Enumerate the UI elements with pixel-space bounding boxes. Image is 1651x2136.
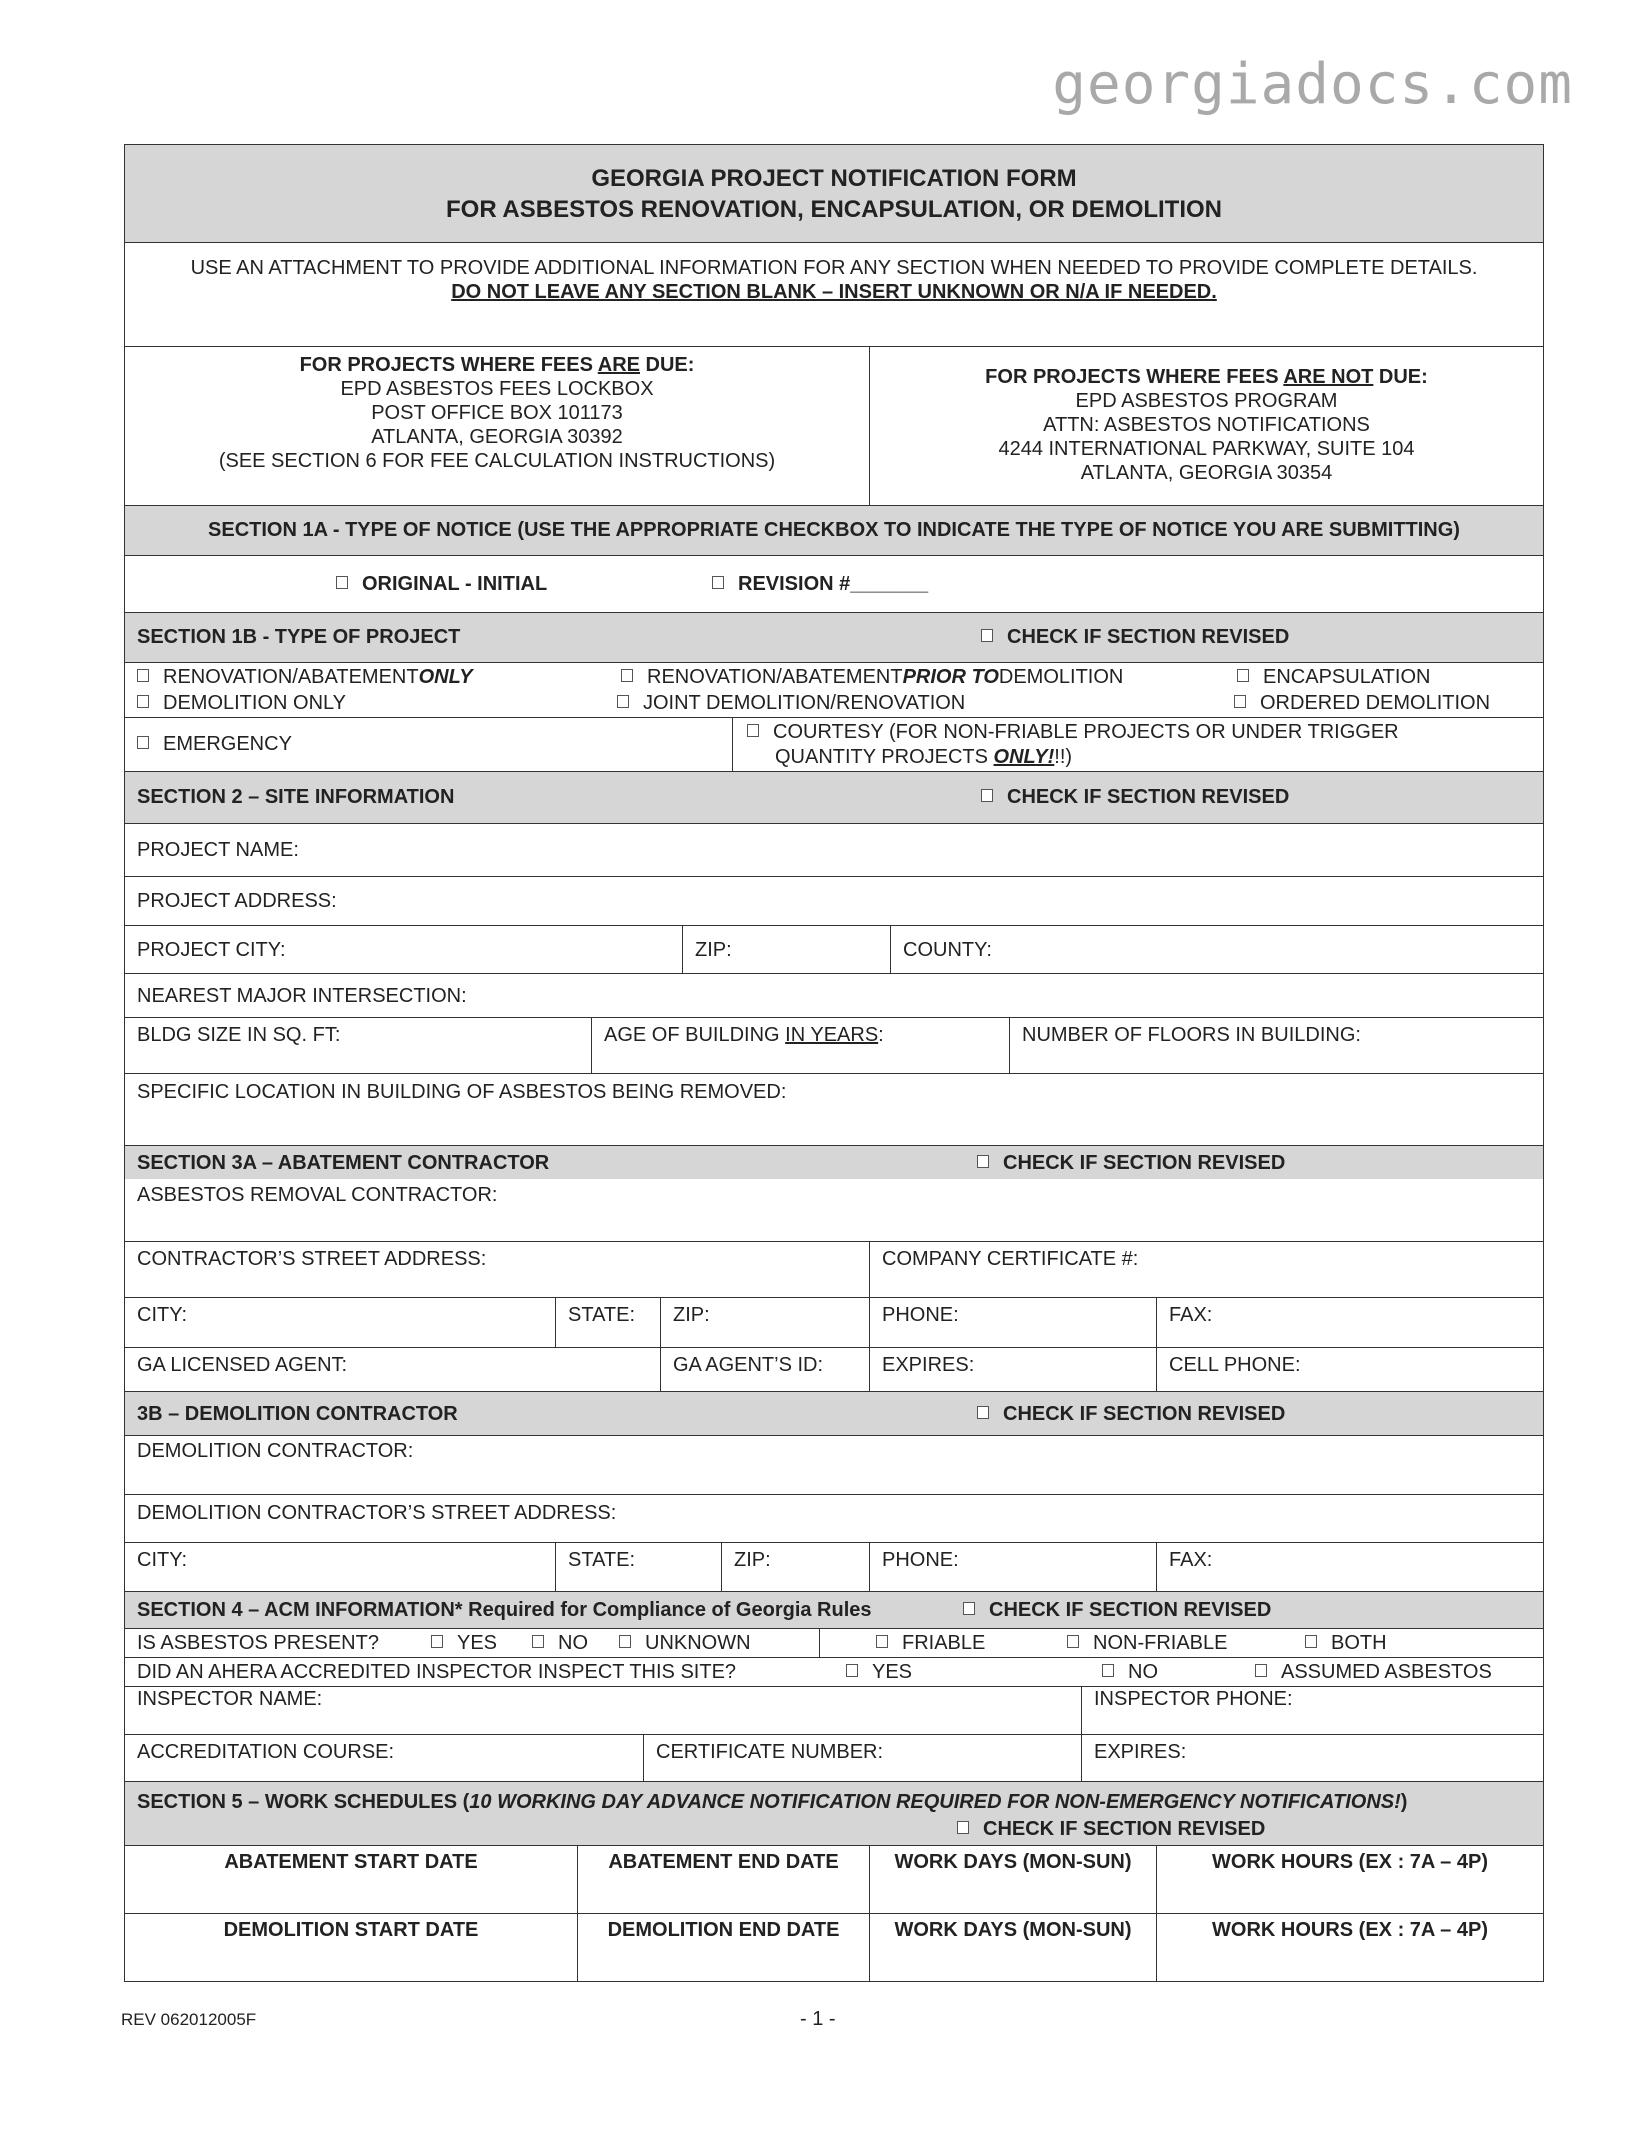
present-yes-option[interactable] [431, 1631, 497, 1655]
form-title-line1: GEORGIA PROJECT NOTIFICATION FORM [591, 165, 1077, 192]
both-checkbox[interactable] [1305, 1635, 1317, 1648]
demolition-street-label: DEMOLITION CONTRACTOR’S STREET ADDRESS: [137, 1502, 617, 1524]
ahera-yes-checkbox[interactable] [846, 1664, 858, 1677]
project-type-options-2 [125, 717, 1543, 771]
section-5-heading-emphasis: 10 WORKING DAY ADVANCE NOTIFICATION REQUIRED FOR NON-EMERGENCY NOTIFICATIONS! [469, 1791, 1401, 1813]
emergency-option[interactable] [137, 732, 292, 756]
abatement-zip-label: ZIP: [673, 1304, 710, 1326]
fees-not-due-heading-underlined: ARE NOT [1283, 366, 1374, 388]
joint-label: JOINT DEMOLITION/RENOVATION [643, 692, 966, 714]
abatement-end-field[interactable] [577, 1846, 869, 1913]
instructions [125, 242, 1543, 346]
project-zip-field[interactable] [682, 926, 890, 973]
building-age-label-end: : [878, 1024, 884, 1046]
ga-agent-field[interactable] [125, 1348, 660, 1391]
form-title-line2: FOR ASBESTOS RENOVATION, ENCAPSULATION, OR DEMOLITION [445, 196, 1223, 223]
abatement-start-field[interactable] [125, 1846, 577, 1913]
original-initial-label: ORIGINAL - INITIAL [362, 573, 548, 595]
abatement-work-hours-label: WORK HOURS (EX : 7A – 4P) [1212, 1851, 1488, 1873]
project-address-field[interactable] [125, 877, 1543, 925]
demo-only-option[interactable] [137, 691, 346, 715]
original-initial-option[interactable] [336, 572, 547, 596]
ga-agent-id-field[interactable] [660, 1348, 869, 1391]
asbestos-present-row [125, 1628, 1543, 1657]
nonfriable-option[interactable] [1067, 1631, 1227, 1655]
reno-only-label: RENOVATION/ABATEMENT [163, 666, 419, 688]
section-3b-revised-checkbox[interactable] [977, 1406, 989, 1419]
section-2-revised-checkbox[interactable] [981, 789, 993, 802]
revision-option[interactable] [712, 572, 928, 596]
demolition-fax-label: FAX: [1169, 1549, 1213, 1571]
section-4-header [125, 1591, 1543, 1628]
abatement-city-row [125, 1297, 1543, 1347]
project-name-row [125, 823, 1543, 876]
reno-prior-demo-checkbox[interactable] [621, 669, 633, 682]
fees-due-line2: POST OFFICE BOX 101173 [371, 402, 623, 424]
project-city-row [125, 925, 1543, 973]
project-address-row [125, 876, 1543, 925]
floors-field[interactable] [1009, 1018, 1543, 1073]
agent-expires-label: EXPIRES: [882, 1354, 975, 1376]
contractor-street-label: CONTRACTOR’S STREET ADDRESS: [137, 1248, 487, 1270]
courtesy-label: COURTESY (FOR NON-FRIABLE PROJECTS OR UNDER TRIGGER [773, 721, 1399, 743]
reno-prior-demo-emphasis: PRIOR TO [902, 666, 999, 688]
joint-checkbox[interactable] [617, 695, 629, 708]
section-5-revised-checkbox[interactable] [957, 1821, 969, 1834]
abatement-state-field[interactable] [555, 1298, 660, 1347]
present-no-checkbox[interactable] [532, 1635, 544, 1648]
watermark: georgiadocs.com [1052, 52, 1573, 117]
reno-only-checkbox[interactable] [137, 669, 149, 682]
demo-only-checkbox[interactable] [137, 695, 149, 708]
asbestos-present-question: IS ASBESTOS PRESENT? [137, 1632, 379, 1654]
company-cert-field[interactable] [869, 1242, 1543, 1297]
assumed-asbestos-label: ASSUMED ASBESTOS [1281, 1661, 1492, 1683]
reno-prior-demo-label-end: DEMOLITION [998, 666, 1124, 688]
abatement-work-days-field[interactable] [869, 1846, 1156, 1913]
ahera-row [125, 1657, 1543, 1686]
project-county-field[interactable] [890, 926, 1543, 973]
fees-due-heading-end: DUE: [639, 354, 695, 376]
ahera-no-option[interactable] [1102, 1660, 1158, 1684]
fees-not-due-heading: FOR PROJECTS WHERE FEES [985, 366, 1284, 388]
demolition-zip-label: ZIP: [734, 1549, 771, 1571]
section-5-revised-label: CHECK IF SECTION REVISED [983, 1818, 1266, 1840]
demolition-work-days-field[interactable] [869, 1914, 1156, 1981]
revision-checkbox[interactable] [712, 576, 724, 589]
fees-due-line3: ATLANTA, GEORGIA 30392 [371, 426, 623, 448]
demolition-state-label: STATE: [568, 1549, 636, 1571]
joint-option[interactable] [617, 691, 965, 715]
project-county-label: COUNTY: [903, 939, 992, 961]
demolition-phone-field[interactable] [869, 1543, 1156, 1591]
asbestos-location-field[interactable] [125, 1074, 1543, 1145]
abatement-fax-field[interactable] [1156, 1298, 1543, 1347]
demolition-phone-label: PHONE: [882, 1549, 959, 1571]
encapsulation-option[interactable] [1237, 665, 1430, 689]
section-1b-revised[interactable] [981, 625, 1289, 649]
fees-not-due-line3: 4244 INTERNATIONAL PARKWAY, SUITE 104 [998, 438, 1415, 460]
demolition-state-field[interactable] [555, 1543, 721, 1591]
demolition-city-field[interactable] [125, 1543, 555, 1591]
present-unknown-option[interactable] [619, 1631, 751, 1655]
demolition-zip-field[interactable] [721, 1543, 869, 1591]
fees-not-due-address [869, 347, 1543, 505]
section-1b-heading: SECTION 1B - TYPE OF PROJECT [137, 626, 461, 648]
section-3a-heading: SECTION 3A – ABATEMENT CONTRACTOR [137, 1152, 550, 1174]
ahera-yes-option[interactable] [846, 1660, 912, 1684]
agent-expires-field[interactable] [869, 1348, 1156, 1391]
courtesy-emphasis: ONLY! [993, 745, 1055, 768]
inspector-name-label: INSPECTOR NAME: [137, 1688, 323, 1710]
project-type-options [125, 662, 1543, 717]
nonfriable-label: NON-FRIABLE [1093, 1632, 1228, 1654]
friable-label: FRIABLE [902, 1632, 986, 1654]
demolition-street-field[interactable] [125, 1495, 1543, 1542]
section-3a-header [125, 1145, 1543, 1179]
ahera-question: DID AN AHERA ACCREDITED INSPECTOR INSPECT THIS SITE? [137, 1661, 737, 1683]
bldg-size-label: BLDG SIZE IN SQ. FT: [137, 1024, 341, 1046]
demolition-work-hours-label: WORK HOURS (EX : 7A – 4P) [1212, 1919, 1488, 1941]
present-unknown-label: UNKNOWN [645, 1632, 751, 1654]
company-cert-label: COMPANY CERTIFICATE #: [882, 1248, 1139, 1270]
reno-only-option[interactable] [137, 665, 473, 689]
ordered-demo-checkbox[interactable] [1234, 695, 1246, 708]
courtesy-label-line2: QUANTITY PROJECTS [775, 745, 994, 768]
abatement-zip-field[interactable] [660, 1298, 869, 1347]
inspector-name-field[interactable] [125, 1687, 1081, 1734]
section-3b-revised[interactable] [977, 1402, 1285, 1426]
instructions-line2: DO NOT LEAVE ANY SECTION BLANK – INSERT UNKNOWN OR N/A IF NEEDED. [451, 281, 1217, 303]
emergency-checkbox[interactable] [137, 736, 149, 749]
inspector-expires-label: EXPIRES: [1094, 1741, 1187, 1763]
floors-label: NUMBER OF FLOORS IN BUILDING: [1022, 1024, 1361, 1046]
section-2-heading: SECTION 2 – SITE INFORMATION [137, 786, 455, 808]
ahera-no-checkbox[interactable] [1102, 1664, 1114, 1677]
reno-only-emphasis: ONLY [418, 666, 473, 688]
demolition-start-label: DEMOLITION START DATE [223, 1919, 479, 1941]
project-city-field[interactable] [125, 926, 682, 973]
fees-not-due-heading-end: DUE: [1373, 366, 1428, 388]
accreditation-course-label: ACCREDITATION COURSE: [137, 1741, 395, 1763]
revision-code: REV 062012005F [121, 2010, 257, 2029]
agent-cell-label: CELL PHONE: [1169, 1354, 1301, 1376]
section-5-revised[interactable] [957, 1817, 1265, 1841]
present-yes-checkbox[interactable] [431, 1635, 443, 1648]
section-4-revised[interactable] [963, 1598, 1271, 1622]
demolition-city-label: CITY: [137, 1549, 188, 1571]
section-1a-header [125, 505, 1543, 555]
fees-due-line1: EPD ASBESTOS FEES LOCKBOX [340, 378, 654, 400]
reno-prior-demo-label: RENOVATION/ABATEMENT [647, 666, 903, 688]
original-initial-checkbox[interactable] [336, 576, 348, 589]
encapsulation-label: ENCAPSULATION [1263, 666, 1431, 688]
both-label: BOTH [1331, 1632, 1387, 1654]
fees-due-heading-underlined: ARE [597, 354, 640, 376]
abatement-fax-label: FAX: [1169, 1304, 1213, 1326]
asbestos-location-row [125, 1073, 1543, 1145]
intersection-row [125, 973, 1543, 1017]
project-name-field[interactable] [125, 824, 1543, 876]
section-3a-revised-label: CHECK IF SECTION REVISED [1003, 1152, 1286, 1174]
instructions-line1: USE AN ATTACHMENT TO PROVIDE ADDITIONAL INFORMATION FOR ANY SECTION WHEN NEEDED TO PROVIDE COMPLETE DETAILS. [190, 257, 1478, 279]
courtesy-option[interactable] [747, 720, 1399, 744]
section-5-heading [137, 1790, 1531, 1814]
nonfriable-checkbox[interactable] [1067, 1635, 1079, 1648]
section-5-heading-text: SECTION 5 – WORK SCHEDULES ( [137, 1791, 470, 1813]
section-3b-revised-label: CHECK IF SECTION REVISED [1003, 1403, 1286, 1425]
demolition-schedule-row [125, 1913, 1543, 1981]
abatement-state-label: STATE: [568, 1304, 636, 1326]
section-3b-header [125, 1391, 1543, 1435]
project-city-label: PROJECT CITY: [137, 939, 286, 961]
demolition-address-row [125, 1494, 1543, 1542]
section-3a-revised[interactable] [977, 1151, 1285, 1175]
inspector-phone-label: INSPECTOR PHONE: [1094, 1688, 1293, 1710]
demolition-work-days-label: WORK DAYS (MON-SUN) [894, 1919, 1132, 1941]
abatement-phone-field[interactable] [869, 1298, 1156, 1347]
assumed-asbestos-checkbox[interactable] [1255, 1664, 1267, 1677]
abatement-contractor-row [125, 1179, 1543, 1241]
section-5-header [125, 1781, 1543, 1845]
project-name-label: PROJECT NAME: [137, 839, 299, 861]
abatement-contractor-field[interactable] [125, 1179, 1543, 1241]
abatement-address-row [125, 1241, 1543, 1297]
building-age-field[interactable] [591, 1018, 1009, 1073]
notification-form [124, 144, 1544, 1982]
section-2-header [125, 771, 1543, 823]
reno-prior-demo-option[interactable] [621, 665, 1123, 689]
abatement-end-label: ABATEMENT END DATE [608, 1851, 839, 1873]
certificate-number-field[interactable] [643, 1735, 1081, 1781]
section-2-revised[interactable] [981, 785, 1289, 809]
emergency-label: EMERGENCY [163, 733, 292, 755]
present-yes-label: YES [457, 1632, 498, 1654]
demolition-city-row [125, 1542, 1543, 1591]
abatement-agent-row [125, 1347, 1543, 1391]
bldg-size-field[interactable] [125, 1018, 591, 1073]
courtesy-label-end: !!) [1054, 745, 1073, 768]
mailing-addresses [125, 346, 1543, 505]
friable-checkbox[interactable] [876, 1635, 888, 1648]
section-1b-header [125, 612, 1543, 662]
ordered-demo-option[interactable] [1234, 691, 1490, 715]
demolition-end-field[interactable] [577, 1914, 869, 1981]
abatement-phone-label: PHONE: [882, 1304, 959, 1326]
project-address-label: PROJECT ADDRESS: [137, 890, 337, 912]
building-age-label-underlined: IN YEARS [785, 1024, 879, 1046]
abatement-schedule-row [125, 1845, 1543, 1913]
abatement-city-field[interactable] [125, 1298, 555, 1347]
project-zip-label: ZIP: [695, 939, 732, 961]
friable-option[interactable] [876, 1631, 985, 1655]
certificate-number-label: CERTIFICATE NUMBER: [656, 1741, 884, 1763]
encapsulation-checkbox[interactable] [1237, 669, 1249, 682]
section-1b-revised-label: CHECK IF SECTION REVISED [1007, 626, 1290, 648]
demolition-start-field[interactable] [125, 1914, 577, 1981]
accreditation-row [125, 1734, 1543, 1781]
assumed-asbestos-option[interactable] [1255, 1660, 1492, 1684]
abatement-work-days-label: WORK DAYS (MON-SUN) [894, 1851, 1132, 1873]
demo-only-label: DEMOLITION ONLY [163, 692, 346, 714]
building-info-row [125, 1017, 1543, 1073]
abatement-work-hours-field[interactable] [1156, 1846, 1543, 1913]
section-4-revised-checkbox[interactable] [963, 1602, 975, 1615]
fees-not-due-line4: ATLANTA, GEORGIA 30354 [1080, 462, 1333, 484]
inspector-phone-field[interactable] [1081, 1687, 1543, 1734]
abatement-city-label: CITY: [137, 1304, 188, 1326]
demolition-contractor-field[interactable] [125, 1436, 1543, 1494]
building-age-label: AGE OF BUILDING [604, 1024, 786, 1046]
inspector-row [125, 1686, 1543, 1734]
demolition-end-label: DEMOLITION END DATE [607, 1919, 840, 1941]
page-number: - 1 - [800, 2008, 836, 2030]
present-unknown-checkbox[interactable] [619, 1635, 631, 1648]
fees-due-address [125, 347, 869, 505]
abatement-start-label: ABATEMENT START DATE [224, 1851, 478, 1873]
demolition-fax-field[interactable] [1156, 1543, 1543, 1591]
demolition-contractor-label: DEMOLITION CONTRACTOR: [137, 1440, 414, 1462]
fees-due-line4: (SEE SECTION 6 FOR FEE CALCULATION INSTRUCTIONS) [218, 450, 776, 472]
revision-label: REVISION #_______ [738, 573, 929, 595]
ga-agent-id-label: GA AGENT’S ID: [673, 1354, 824, 1376]
intersection-label: NEAREST MAJOR INTERSECTION: [137, 985, 467, 1007]
courtesy-checkbox[interactable] [747, 724, 759, 737]
section-3a-revised-checkbox[interactable] [977, 1155, 989, 1168]
section-4-heading: SECTION 4 – ACM INFORMATION* Required for Compliance of Georgia Rules [137, 1599, 872, 1621]
fees-not-due-line1: EPD ASBESTOS PROGRAM [1075, 390, 1338, 412]
abatement-contractor-label: ASBESTOS REMOVAL CONTRACTOR: [137, 1184, 498, 1206]
fees-due-heading: FOR PROJECTS WHERE FEES [299, 354, 598, 376]
section-5-heading-end: ) [1400, 1791, 1408, 1813]
ahera-yes-label: YES [872, 1661, 913, 1683]
present-no-label: NO [558, 1632, 588, 1654]
demolition-work-hours-field[interactable] [1156, 1914, 1543, 1981]
fees-not-due-line2: ATTN: ASBESTOS NOTIFICATIONS [1043, 414, 1370, 436]
section-1a-heading: SECTION 1A - TYPE OF NOTICE (USE THE APPROPRIATE CHECKBOX TO INDICATE THE TYPE OF NOTICE YOU ARE SUBMITTING) [208, 519, 1460, 541]
asbestos-location-label: SPECIFIC LOCATION IN BUILDING OF ASBESTOS BEING REMOVED: [137, 1081, 787, 1103]
accreditation-course-field[interactable] [125, 1735, 643, 1781]
section-2-revised-label: CHECK IF SECTION REVISED [1007, 786, 1290, 808]
contractor-street-field[interactable] [125, 1242, 869, 1297]
form-title [125, 145, 1543, 242]
ordered-demo-label: ORDERED DEMOLITION [1260, 692, 1491, 714]
agent-cell-field[interactable] [1156, 1348, 1543, 1391]
inspector-expires-field[interactable] [1081, 1735, 1543, 1781]
section-4-revised-label: CHECK IF SECTION REVISED [989, 1599, 1272, 1621]
ga-agent-label: GA LICENSED AGENT: [137, 1354, 348, 1376]
section-1b-revised-checkbox[interactable] [981, 629, 993, 642]
section-3b-heading: 3B – DEMOLITION CONTRACTOR [137, 1403, 458, 1425]
both-option[interactable] [1305, 1631, 1387, 1655]
present-no-option[interactable] [532, 1631, 588, 1655]
ahera-no-label: NO [1128, 1661, 1158, 1683]
demolition-contractor-row [125, 1435, 1543, 1494]
section-1a-options [125, 555, 1543, 612]
intersection-field[interactable] [125, 974, 1543, 1017]
